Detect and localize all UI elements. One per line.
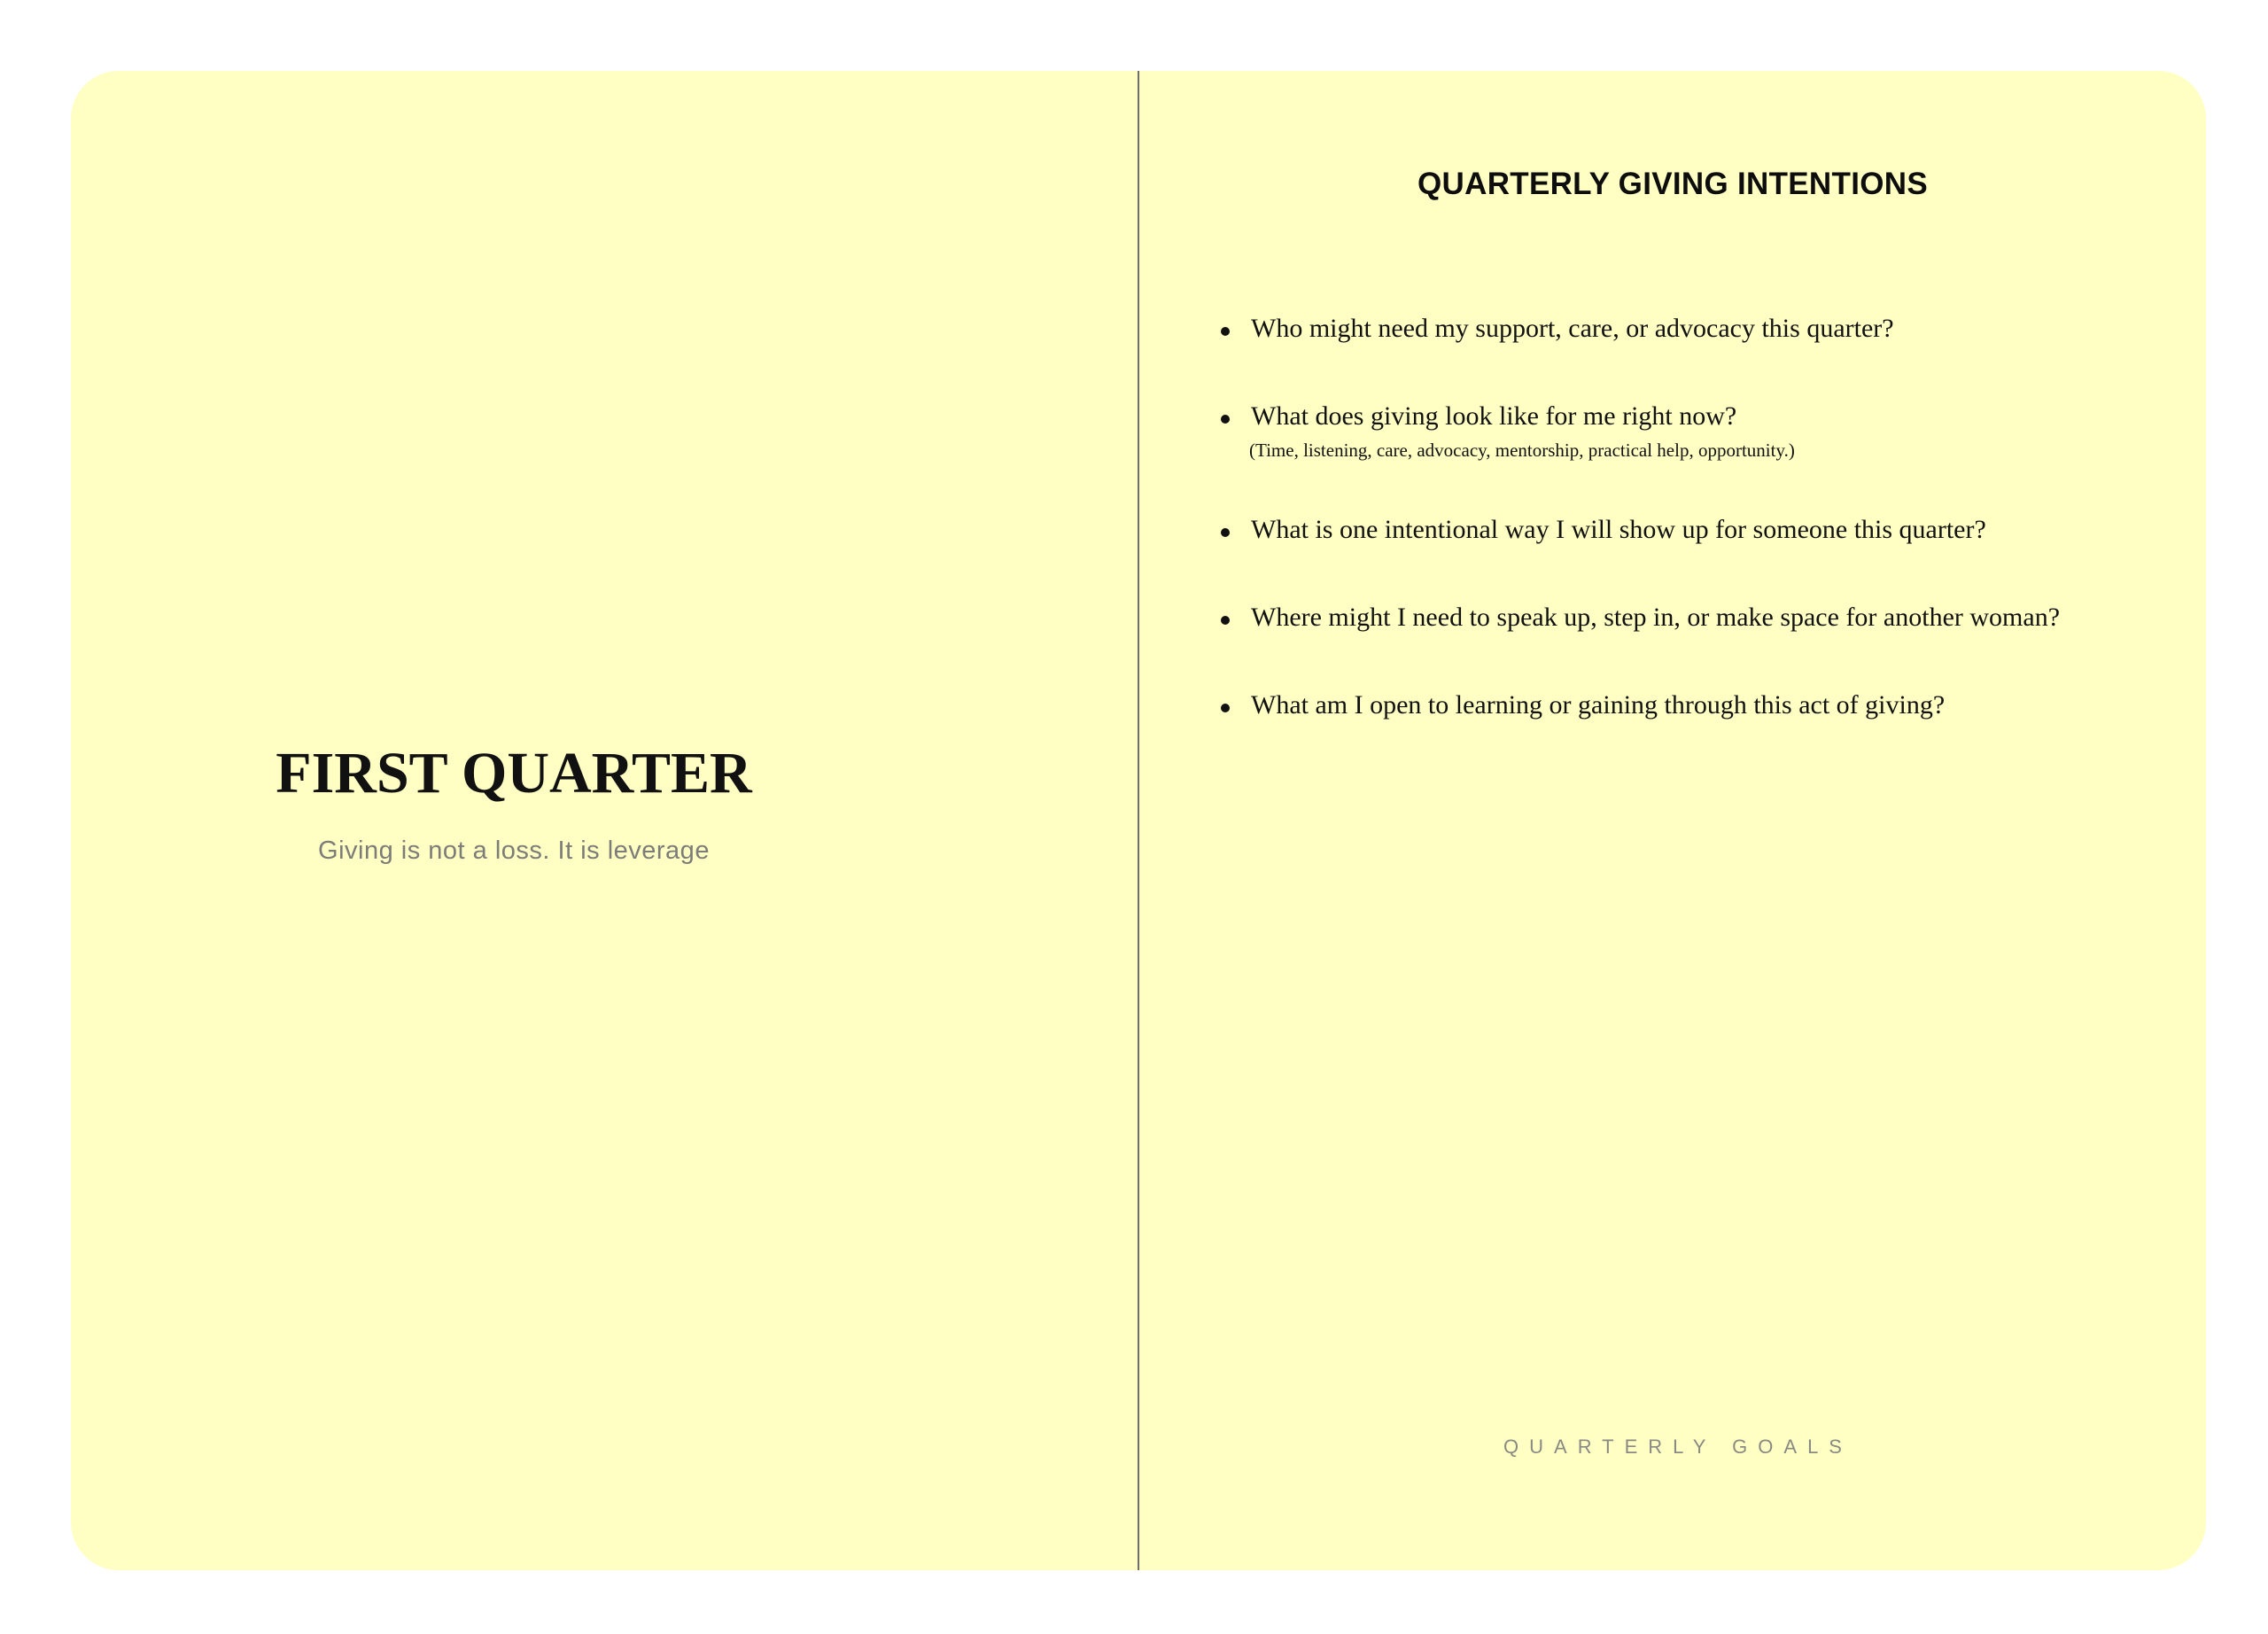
question-list (1212, 248, 2186, 728)
page-heading: QUARTERLY GIVING INTENTIONS (1418, 167, 1928, 201)
bullet-icon (1221, 415, 1230, 424)
question-note: (Time, listening, care, advocacy, mentorship, practical help, opportunity.) (1249, 440, 1795, 461)
bullet-icon (1221, 528, 1230, 537)
question-text: Where might I need to speak up, step in, or make space for another woman? (1251, 603, 2061, 632)
left-page (71, 71, 1138, 1570)
quarter-subtitle: Giving is not a loss. It is leverage (318, 836, 710, 865)
bullet-icon (1221, 704, 1230, 712)
footer-label: QUARTERLY GOALS (1503, 1436, 1852, 1458)
question-text: What does giving look like for me right now? (1251, 401, 1737, 431)
question-item (1212, 394, 2186, 462)
bullet-icon (1221, 616, 1230, 625)
right-page (1139, 71, 2206, 1570)
question-item (1212, 683, 2186, 728)
question-text: What am I open to learning or gaining through this act of giving? (1251, 690, 1946, 720)
question-item (1212, 595, 2186, 640)
question-item (1212, 508, 2186, 552)
question-text: What is one intentional way I will show up for someone this quarter? (1251, 515, 1986, 544)
quarter-title: FIRST QUARTER (276, 741, 752, 805)
quarter-title-block (71, 741, 1143, 866)
question-text: Who might need my support, care, or advocacy this quarter? (1251, 314, 1894, 343)
question-item (1212, 307, 2186, 351)
journal-spread (71, 71, 2206, 1570)
bullet-icon (1221, 327, 1230, 336)
